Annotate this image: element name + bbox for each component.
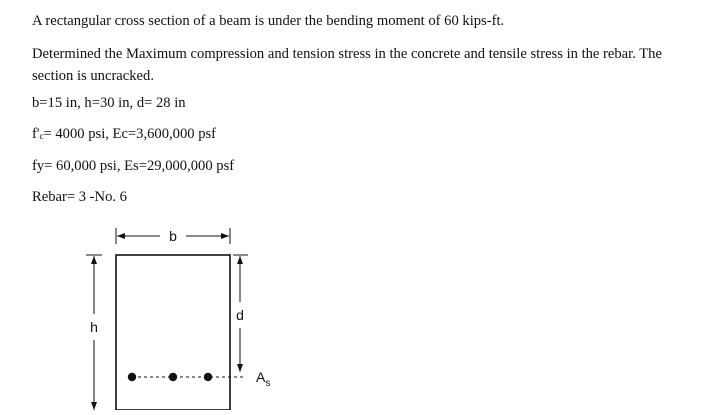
rebar-dot-3 [204,373,212,381]
beam-cross-section-figure [80,222,320,415]
rebar-dot-2 [169,373,177,381]
beam-section-svg [80,222,320,410]
concrete-properties-line [32,124,216,146]
h-arrowhead-top [91,256,97,264]
concrete-values: = 4000 psi, Ec=3,600,000 psf [43,126,217,142]
dimensions-line: b=15 in, h=30 in, d= 28 in [32,95,186,111]
as-label-main: A [256,369,266,385]
b-label: b [169,228,177,244]
d-arrowhead-bottom [237,364,243,372]
rebar-line: Rebar= 3 -No. 6 [32,189,127,205]
as-label [256,369,270,389]
b-arrowhead-right [221,233,229,239]
problem-task: Determined the Maximum compression and tension stress in the concrete and tensile stress in the rebar. The section is uncracked. [32,46,662,84]
as-label-sub: s [265,378,271,389]
problem-intro: A rectangular cross section of a beam is under the bending moment of 60 kips-ft. [32,13,505,29]
b-arrowhead-left [117,233,125,239]
d-label: d [236,307,244,323]
fc-prefix: f' [32,126,40,142]
rebar-dot-1 [128,373,136,381]
h-label: h [90,319,98,335]
steel-properties-line: fy= 60,000 psi, Es=29,000,000 psf [32,158,235,174]
fc-subscript: c [39,131,44,141]
beam-outline [116,255,230,410]
h-arrowhead-bottom [91,402,97,410]
d-arrowhead-top [237,256,243,264]
